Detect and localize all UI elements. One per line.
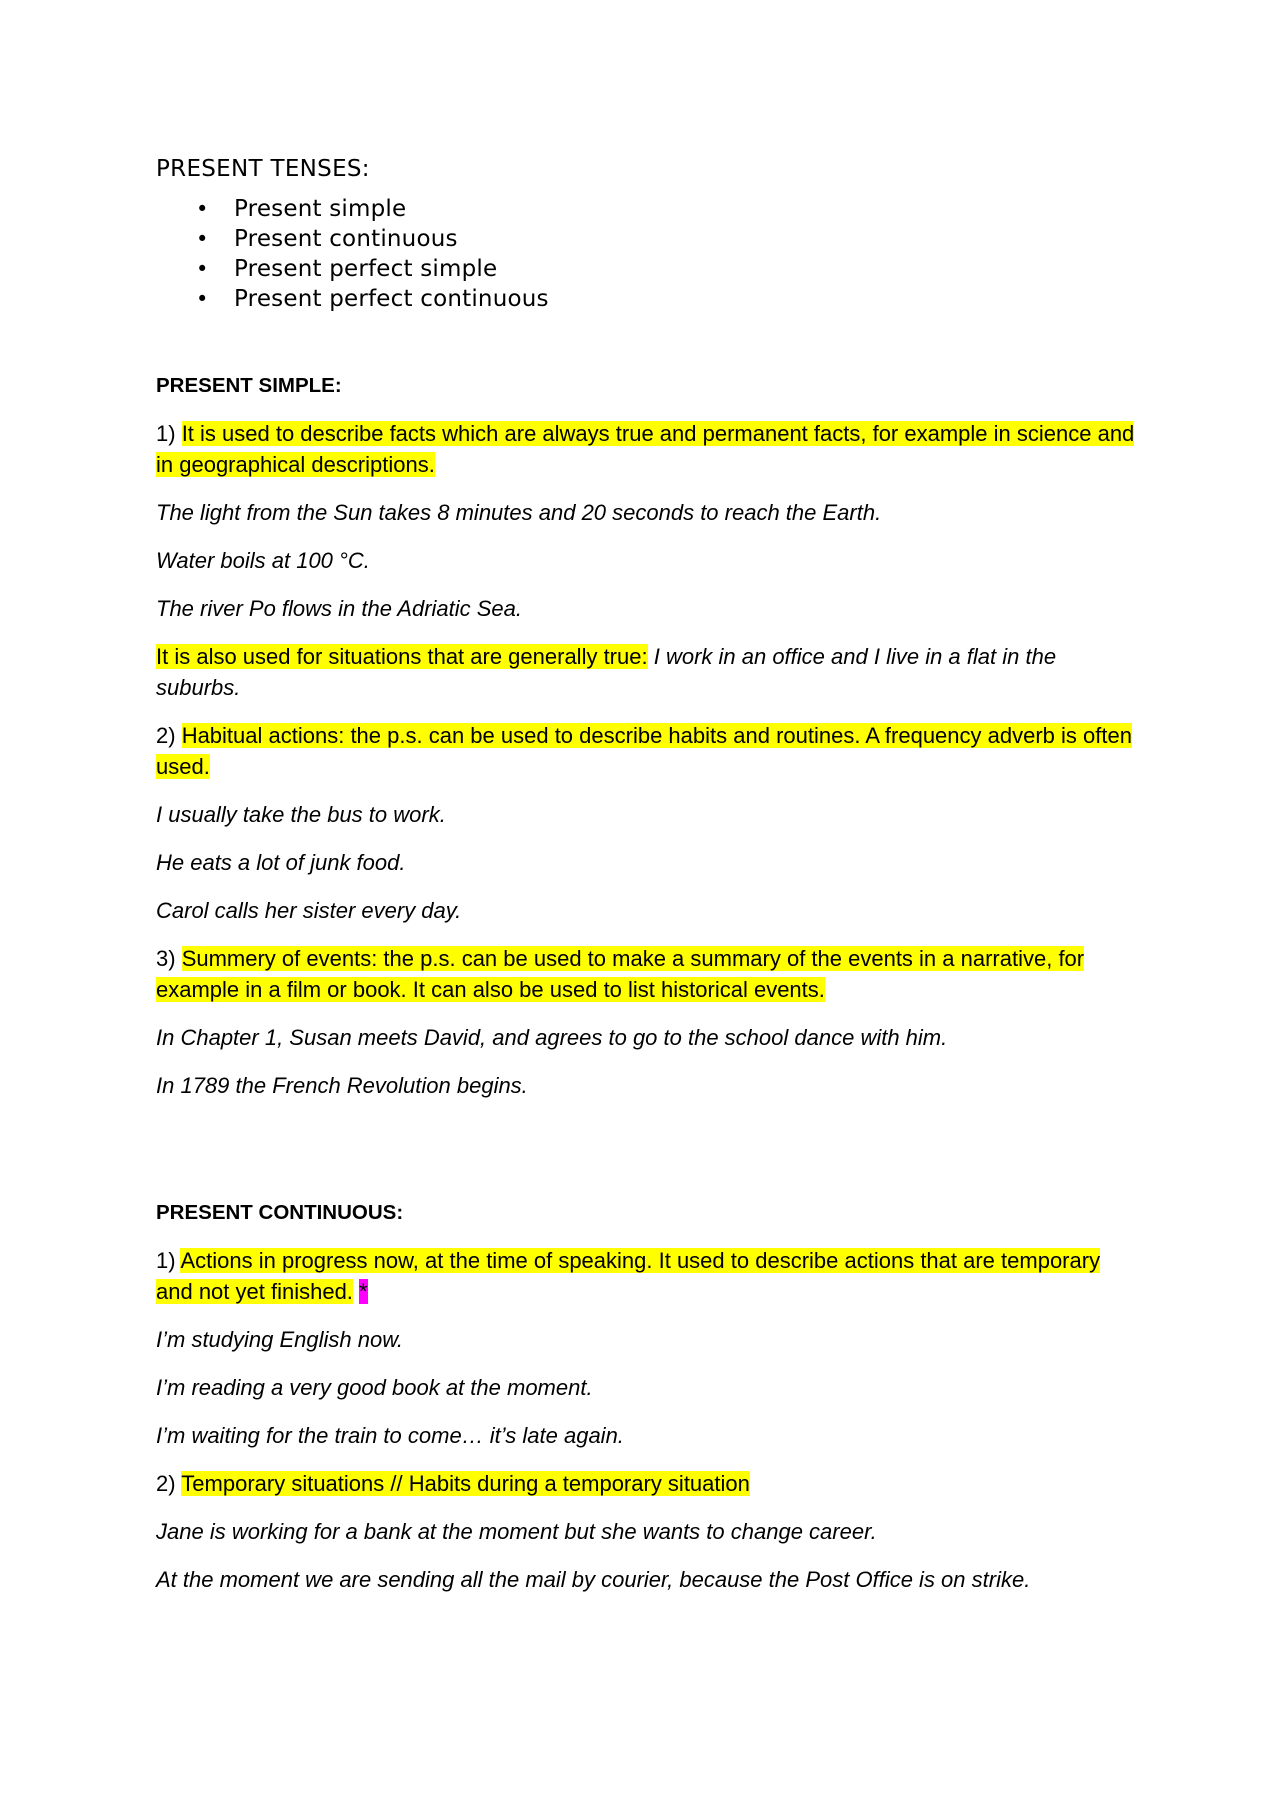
- example-sentence: The river Po flows in the Adriatic Sea.: [156, 596, 523, 621]
- highlighted-rule: Habitual actions: the p.s. can be used to describe habits and routines. A frequency adverb is often used.: [156, 723, 1132, 779]
- highlighted-rule: Temporary situations // Habits during a temporary situation: [181, 1471, 750, 1496]
- rule-paragraph: 1) Actions in progress now, at the time of speaking. It used to describe actions that are temporary and not yet finished. *: [156, 1248, 1101, 1304]
- section-heading-present-continuous: PRESENT CONTINUOUS:: [156, 1201, 404, 1224]
- section-heading-present-simple: PRESENT SIMPLE:: [156, 374, 342, 397]
- rule-paragraph: 2) Habitual actions: the p.s. can be used to describe habits and routines. A frequency adverb is often used.: [156, 723, 1132, 779]
- bullet-icon: •: [196, 197, 209, 221]
- highlighted-rule: It is used to describe facts which are always true and permanent facts, for example in science and in geographical descriptions.: [156, 421, 1135, 477]
- rule-paragraph: 3) Summery of events: the p.s. can be used to make a summary of the events in a narrative, for example in a film or book. It can also be used to list historical events.: [156, 946, 1085, 1002]
- bullet-icon: •: [196, 257, 209, 281]
- example-sentence: I work in an office and I live in a flat in the suburbs.: [156, 644, 1057, 700]
- page-title: PRESENT TENSES:: [156, 156, 370, 182]
- example-sentence: I’m waiting for the train to come… it’s late again.: [156, 1423, 624, 1448]
- example-sentence: Water boils at 100 °C.: [156, 548, 370, 573]
- list-item: • Present continuous: [196, 226, 458, 252]
- example-sentence: Jane is working for a bank at the moment but she wants to change career.: [156, 1519, 877, 1544]
- bullet-icon: •: [196, 227, 209, 251]
- document-body: [156, 152, 1136, 1595]
- rule-paragraph: 2) Temporary situations // Habits during a temporary situation: [156, 1471, 750, 1496]
- rule-paragraph: [156, 641, 1136, 703]
- list-item: • Present perfect continuous: [196, 286, 549, 312]
- example-sentence: I’m studying English now.: [156, 1327, 404, 1352]
- example-sentence: Carol calls her sister every day.: [156, 898, 462, 923]
- example-sentence: In 1789 the French Revolution begins.: [156, 1073, 528, 1098]
- highlighted-rule: It is also used for situations that are generally true:: [156, 644, 648, 669]
- rule-paragraph: 1) It is used to describe facts which are always true and permanent facts, for example in science and in geographical descriptions.: [156, 421, 1135, 477]
- bullet-icon: •: [196, 287, 209, 311]
- highlighted-rule: Summery of events: the p.s. can be used to make a summary of the events in a narrative, for example in a film or book. It can also be used to list historical events.: [156, 946, 1085, 1002]
- list-item: • Present perfect simple: [196, 256, 498, 282]
- highlighted-rule: Actions in progress now, at the time of speaking. It used to describe actions that are temporary and not yet finished.: [156, 1248, 1101, 1304]
- example-sentence: He eats a lot of junk food.: [156, 850, 406, 875]
- asterisk-marker: *: [359, 1279, 368, 1304]
- example-sentence: The light from the Sun takes 8 minutes and 20 seconds to reach the Earth.: [156, 500, 882, 525]
- example-sentence: In Chapter 1, Susan meets David, and agrees to go to the school dance with him.: [156, 1025, 948, 1050]
- example-sentence: I usually take the bus to work.: [156, 802, 446, 827]
- list-item: • Present simple: [196, 196, 407, 222]
- tenses-list: [156, 194, 1136, 314]
- example-sentence: At the moment we are sending all the mail by courier, because the Post Office is on strike.: [156, 1567, 1031, 1592]
- example-sentence: I’m reading a very good book at the moment.: [156, 1375, 593, 1400]
